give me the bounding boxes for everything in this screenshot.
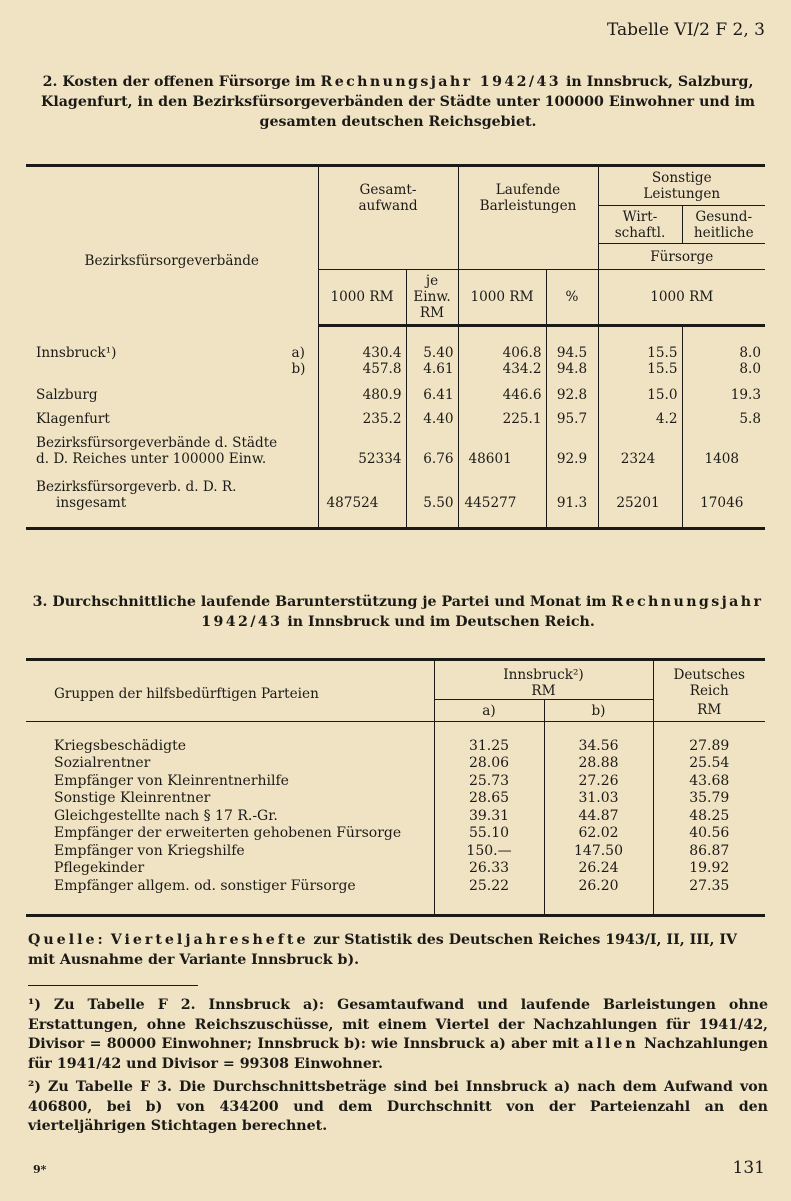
row-label [26, 467, 318, 529]
table-row [26, 825, 765, 843]
row-label [26, 427, 318, 467]
table-row [26, 326, 765, 362]
cell-wirt: 2324 [598, 427, 682, 467]
cell-b: 26.24 [544, 860, 653, 878]
cell-wirt: 15.5 [598, 326, 682, 362]
cell-b: 147.50 [544, 843, 653, 861]
col-header-fuersorge: Fürsorge [598, 244, 765, 270]
cell-reich: 40.56 [653, 825, 765, 843]
cell-laufende: 445277 [458, 467, 546, 529]
source-label: Quelle: [28, 932, 106, 948]
cell-gesamt: 487524 [318, 467, 406, 529]
cell-b: 27.26 [544, 773, 653, 791]
cell-reich: 48.25 [653, 808, 765, 826]
cell-gesund: 17046 [682, 467, 765, 529]
table-row [26, 843, 765, 861]
section-3-title [28, 592, 768, 632]
col-header-gesundheitl [682, 206, 765, 244]
footnote-1-spaced: allen [584, 1036, 639, 1052]
cell-laufende: 434.2 [458, 361, 546, 379]
cell-gesamt: 480.9 [318, 379, 406, 403]
footnote-1 [28, 996, 768, 1074]
col-header-wirtschaftl [598, 206, 682, 244]
page-header: Tabelle VI/2 F 2, 3 [606, 20, 765, 40]
row-label: Empfänger von Kleinrentnerhilfe [54, 772, 289, 789]
row-label-cell [26, 326, 318, 380]
cell-wirt: 15.5 [598, 361, 682, 379]
section-2-title-spaced: Rechnungsjahr 1942/43 [320, 74, 562, 90]
cell-b: 26.20 [544, 878, 653, 896]
cell-reich: 86.87 [653, 843, 765, 861]
col-header-innsbruck-name: Innsbruck²) [503, 667, 584, 683]
row-label: Kriegsbeschädigte [54, 737, 187, 754]
col-header-gruppen: Gruppen der hilfsbedürftigen Parteien [54, 686, 319, 702]
row-label: Innsbruck¹) [36, 345, 117, 362]
cell-laufende: 406.8 [458, 326, 546, 362]
row-label: Klagenfurt [36, 411, 110, 427]
signature-mark: 9* [33, 1163, 47, 1176]
cell-laufende: 446.6 [458, 379, 546, 403]
row-label-line1: Bezirksfürsorgeverb. d. D. R. [36, 479, 237, 495]
cell-a: 25.22 [434, 878, 544, 896]
cell-a: 25.73 [434, 773, 544, 791]
cell-je: 5.40 [406, 326, 458, 362]
cell-pct: 91.3 [546, 467, 598, 529]
section-2-title-post: in Innsbruck, Salzburg, Klagenfurt, in den Bezirksfürsorgeverbänden der Städte unter 100000 Einwohner und im gesamten deutschen Reichsgebiet. [41, 74, 755, 130]
cell-gesund: 8.0 [682, 361, 765, 379]
row-label: Empfänger von Kriegshilfe [54, 842, 245, 859]
cell-b: 31.03 [544, 790, 653, 808]
col-header-laufende-text: Laufende Barleistungen [479, 182, 577, 214]
cell-pct: 92.8 [546, 379, 598, 403]
col-header-gesamtaufwand [318, 166, 458, 270]
cell-gesund: 8.0 [682, 326, 765, 362]
section-2-title [28, 72, 768, 132]
table-f2 [26, 164, 765, 530]
cell-reich: 27.89 [653, 738, 765, 756]
footnote-rule [28, 985, 198, 986]
cell-pct: 92.9 [546, 427, 598, 467]
cell-reich: 19.92 [653, 860, 765, 878]
cell-reich: 25.54 [653, 755, 765, 773]
row-label: Sonstige Kleinrentner [54, 790, 211, 806]
cell-pct: 95.7 [546, 403, 598, 427]
cell-gesamt: 52334 [318, 427, 406, 467]
cell-je: 6.76 [406, 427, 458, 467]
footnote-2: ²) Zu Tabelle F 3. Die Durchschnittsbeträge sind bei Innsbruck a) nach dem Aufwand von 406800, bei b) von 434200 und dem Durchschnitt von der Parteienzahl an den vierteljährigen Stichtagen berechnet. [28, 1079, 768, 1134]
cell-gesamt: 457.8 [318, 361, 406, 379]
cell-je: 4.40 [406, 403, 458, 427]
table-row [26, 808, 765, 826]
table-row [26, 878, 765, 896]
row-label-line2: d. D. Reiches unter 100000 Einw. [36, 451, 267, 467]
source-spaced: Vierteljahreshefte [110, 932, 309, 948]
col-header-verbaende: Bezirksfürsorgeverbände [84, 253, 259, 270]
section-3-title-post: in Innsbruck und im Deutschen Reich. [282, 614, 595, 630]
cell-gesund: 1408 [682, 427, 765, 467]
row-label: Salzburg [36, 387, 98, 403]
col-header-gesamtaufwand-text: Gesamt-aufwand [358, 182, 418, 214]
footnote-1-pre: ¹) Zu Tabelle F 2. Innsbruck a): Gesamtaufwand und laufende Barleistungen ohne Erstattungen, ohne Reichszuschüsse, mit einem Viertel der Nachzahlungen für 1941/42, Divisor = 80000 Einwohner; Innsbruck b): wie Innsbruck a) aber mit [28, 997, 768, 1052]
table-row [26, 427, 765, 467]
cell-b: 28.88 [544, 755, 653, 773]
cell-reich: 35.79 [653, 790, 765, 808]
cell-wirt: 25201 [598, 467, 682, 529]
cell-laufende: 48601 [458, 427, 546, 467]
col-header-reich [653, 660, 765, 700]
cell-gesund: 19.3 [682, 379, 765, 403]
unit-percent: % [546, 270, 598, 326]
col-header-sonstige [598, 166, 765, 206]
table-row [26, 467, 765, 529]
unit-je-einw [406, 270, 458, 326]
row-sub-b: b) [291, 361, 306, 378]
row-label: Sozialrentner [54, 755, 151, 771]
table-row [26, 403, 765, 427]
col-header-innsbruck [434, 660, 653, 700]
row-label: Pflegekinder [54, 860, 145, 876]
row-label-line1: Bezirksfürsorgeverbände d. Städte [36, 435, 278, 451]
cell-je: 6.41 [406, 379, 458, 403]
cell-je: 5.50 [406, 467, 458, 529]
row-label: Empfänger allgem. od. sonstiger Fürsorge [54, 877, 356, 894]
col-header-reich-text: Deutsches Reich [673, 667, 746, 700]
col-header-sonstige-text: Sonstige Leistungen [643, 170, 721, 202]
col-header-laufende [458, 166, 598, 270]
unit-je-einw-text: je Einw. RM [413, 273, 451, 321]
col-header-wirtschaftl-text: Wirt-schaftl. [614, 208, 666, 241]
cell-b: 62.02 [544, 825, 653, 843]
cell-a: 31.25 [434, 738, 544, 756]
cell-gesamt: 235.2 [318, 403, 406, 427]
cell-gesund: 5.8 [682, 403, 765, 427]
unit-1000rm-sonstige: 1000 RM [598, 270, 765, 326]
source-note [28, 930, 768, 970]
table-row [26, 755, 765, 773]
cell-wirt: 4.2 [598, 403, 682, 427]
table-f3 [26, 658, 765, 917]
col-header-innsbruck-unit: RM [531, 683, 556, 699]
cell-je: 4.61 [406, 361, 458, 379]
cell-pct: 94.8 [546, 361, 598, 379]
source-rest: zur Statistik des Deutschen Reiches 1943/I, II, III, IV mit Ausnahme der Variante Innsbruck b). [28, 932, 738, 968]
cell-a: 55.10 [434, 825, 544, 843]
row-label: Empfänger der erweiterten gehobenen Fürsorge [54, 825, 402, 841]
row-label: Gleichgestellte nach § 17 R.-Gr. [54, 807, 278, 824]
table-row [26, 773, 765, 791]
unit-1000rm-gesamt: 1000 RM [318, 270, 406, 326]
cell-laufende: 225.1 [458, 403, 546, 427]
col-header-reich-unit: RM [653, 700, 765, 722]
footnote-1-post: Nachzahlungen für 1941/42 und Divisor = 99308 Einwohner. [28, 1036, 768, 1072]
cell-reich: 43.68 [653, 773, 765, 791]
cell-a: 28.65 [434, 790, 544, 808]
table-row [26, 738, 765, 756]
cell-wirt: 15.0 [598, 379, 682, 403]
section-3-title-pre: 3. Durchschnittliche laufende Barunterstützung je Partei und Monat im [32, 594, 612, 610]
row-label-line2: insgesamt [56, 495, 127, 511]
cell-pct: 94.5 [546, 326, 598, 362]
row-sub-a: a) [291, 345, 305, 362]
col-header-a: a) [434, 700, 544, 722]
page-number: 131 [732, 1158, 765, 1178]
col-header-gesundheitl-text: Gesund-heitliche [693, 208, 754, 241]
cell-b: 44.87 [544, 808, 653, 826]
cell-a: 150.— [434, 843, 544, 861]
cell-a: 28.06 [434, 755, 544, 773]
cell-b: 34.56 [544, 738, 653, 756]
section-2-title-pre: 2. Kosten der offenen Fürsorge im [42, 74, 321, 90]
col-header-b: b) [544, 700, 653, 722]
table-row [26, 790, 765, 808]
table-row [26, 860, 765, 878]
cell-a: 26.33 [434, 860, 544, 878]
table-row [26, 379, 765, 403]
cell-reich: 27.35 [653, 878, 765, 896]
cell-a: 39.31 [434, 808, 544, 826]
section-3-title-spaced: Rechnungsjahr 1942/43 [201, 594, 764, 630]
cell-gesamt: 430.4 [318, 326, 406, 362]
unit-1000rm-laufende: 1000 RM [458, 270, 546, 326]
